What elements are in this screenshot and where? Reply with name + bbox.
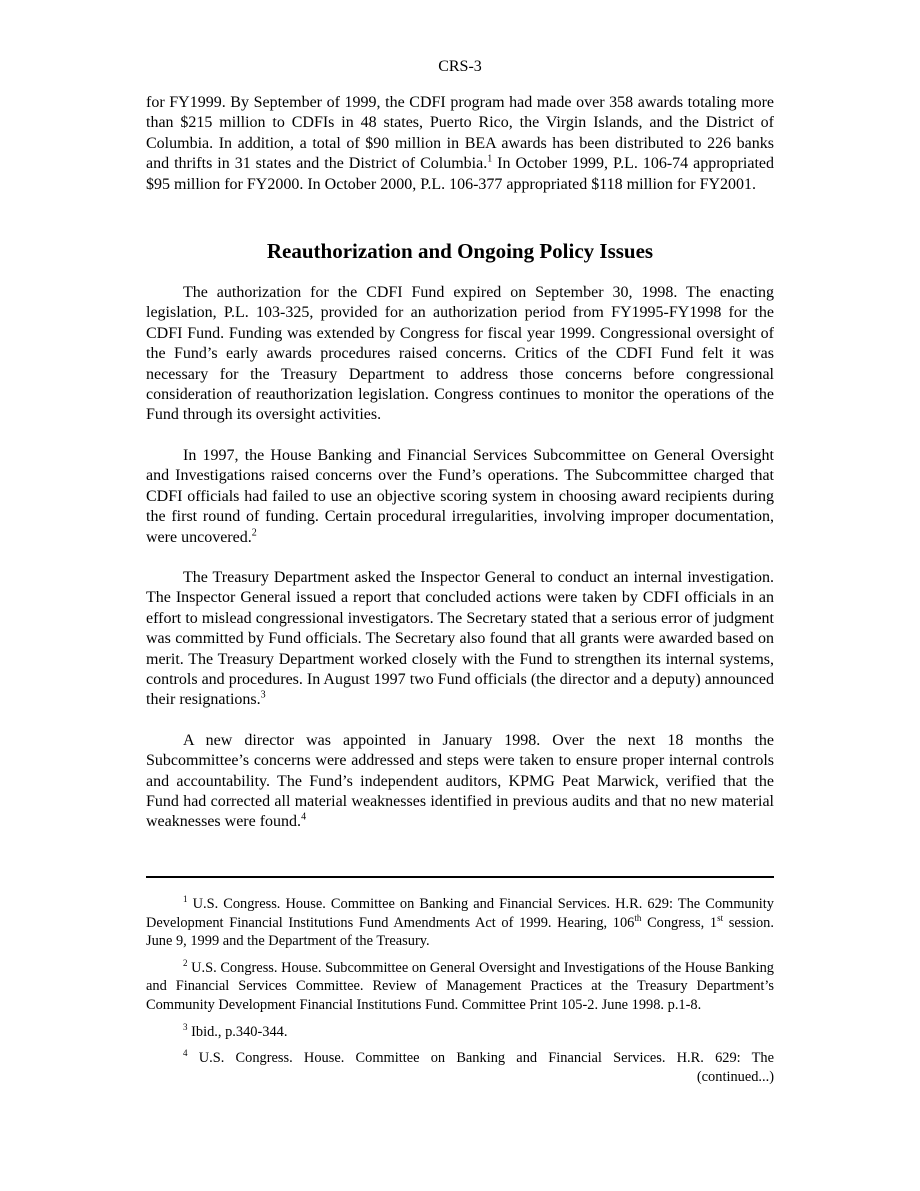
footnote-mark: 4 <box>183 1048 188 1059</box>
footnote-ref-4[interactable]: 4 <box>301 812 307 824</box>
paragraph-text: The authorization for the CDFI Fund expired on September 30, 1998. The enacting legislation, P.L. 103-325, provided for an authorization period from FY1995-FY1998 for the CDFI Fund. Funding was extended by Congress for fiscal year 1999. Congressional oversight of the Fund’s early awards procedures raised concerns. Critics of the CDFI Fund felt it was necessary for the Treasury Department to address those concerns before congressional consideration of reauthorization legislation. Congress continues to monitor the operations of the Fund through its oversight activities. <box>146 284 774 424</box>
paragraph-1 <box>146 283 774 426</box>
footnote-text: U.S. Congress. House. Committee on Banking and Financial Services. H.R. 629: The <box>198 1050 774 1067</box>
footnote-mark: 1 <box>183 894 188 905</box>
footnote-divider <box>146 876 774 878</box>
footnote-superscript: st <box>717 912 724 923</box>
footnote-text: Ibid., p.340-344. <box>191 1023 288 1040</box>
footnote-text: U.S. Congress. House. Subcommittee on General Oversight and Investigations of the House Banking and Financial Services Committee. Review of Management Practices at the Treasury Department’s Community Development Financial Institutions Fund. Committee Print 105-2. June 1998. p.1-8. <box>146 959 774 1013</box>
section-heading: Reauthorization and Ongoing Policy Issues <box>266 239 654 264</box>
footnote-text: U.S. Congress. House. Committee on Banking and Financial Services. H.R. 629: The Community Development Financial Institutions Fund Amendments Act of 1999. Hearing, 106 <box>146 896 774 931</box>
paragraph-2 <box>146 446 774 548</box>
footnotes <box>146 895 774 1086</box>
footnote-superscript: th <box>634 912 642 923</box>
intro-text-1: for FY1999. By September of 1999, the CDFI program had made over 358 awards totaling more than $215 million to CDFIs in 48 states, Puerto Rico, the Virgin Islands, and the District of Columbia. In addition, a total of $90 million in BEA awards has been distributed to 226 banks and thrifts in 31 states and the District of Columbia. <box>146 94 774 173</box>
footnote-text: session. June 9, 1999 and the Department of the Treasury. <box>146 914 774 950</box>
intro-paragraph <box>146 93 774 195</box>
footnote-ref-2[interactable]: 2 <box>251 527 257 539</box>
paragraph-3 <box>146 568 774 711</box>
paragraph-text: In 1997, the House Banking and Financial Services Subcommittee on General Oversight and Investigations raised concerns over the Fund’s operations. The Subcommittee charged that CDFI officials had failed to use an objective scoring system in choosing award recipients during the first round of funding. Certain procedural irregularities, involving improper documentation, were uncovered. <box>146 446 774 546</box>
footnote-mark: 3 <box>183 1021 188 1032</box>
footnote-4 <box>146 1049 774 1068</box>
footnote-3 <box>146 1023 774 1042</box>
intro-text-2: In October 1999, P.L. 106-74 appropriated $95 million for FY2000. In October 2000, P.L. 106-377 appropriated $118 million for FY2001. <box>146 155 775 193</box>
footnote-ref-3[interactable]: 3 <box>260 690 266 702</box>
footnote-ref-1[interactable]: 1 <box>487 153 493 165</box>
paragraph-4 <box>146 731 774 833</box>
body-text <box>146 93 774 833</box>
page-number: CRS-3 <box>438 58 482 75</box>
footnote-mark: 2 <box>183 957 188 968</box>
paragraph-text: The Treasury Department asked the Inspector General to conduct an internal investigation. The Inspector General issued a report that concluded actions were taken by CDFI officials in an effort to mislead congressional investigators. The Secretary stated that a serious error of judgment was committed by Fund officials. The Secretary also found that all grants were awarded based on merit. The Treasury Department worked closely with the Fund to strengthen its internal systems, controls and procedures. In August 1997 two Fund officials (the director and a deputy) announced their resignations. <box>146 568 774 709</box>
footnote-1 <box>146 895 774 951</box>
footnote-text: Congress, 1 <box>641 914 718 931</box>
paragraph-text: A new director was appointed in January 1998. Over the next 18 months the Subcommittee’s concerns were addressed and steps were taken to ensure proper internal controls and accountability. The Fund’s independent auditors, KPMG Peat Marwick, verified that the Fund had corrected all material weaknesses identified in previous audits and that no new material weaknesses were found. <box>146 731 774 831</box>
footnote-2 <box>146 959 774 1015</box>
continued-label: (continued...) <box>696 1068 774 1085</box>
